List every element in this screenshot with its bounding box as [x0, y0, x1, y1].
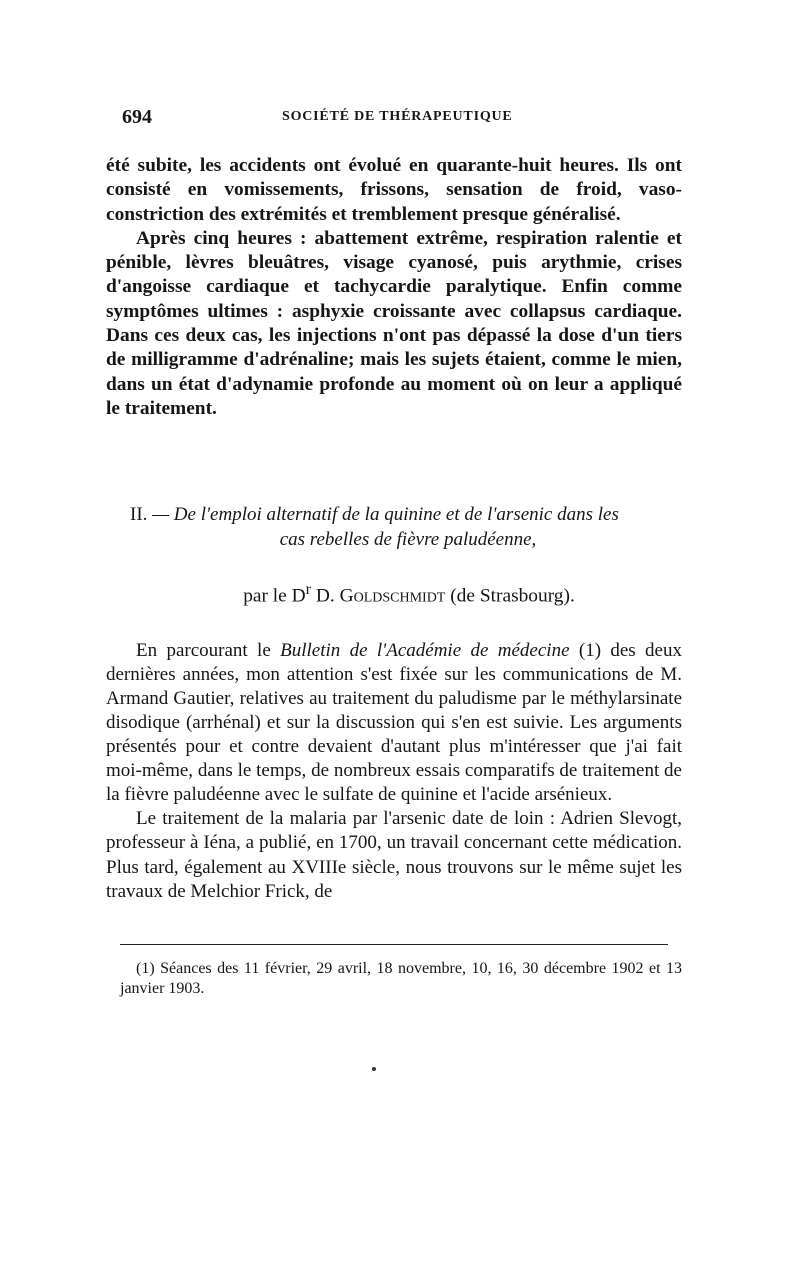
- paragraph-after-five-hours: Après cinq heures : abattement extrême, respiration ralentie et pénible, lèvres bleuâtres, visage cyanosé, puis arythmie, crises d'angoisse cardiaque et tachycardie paralytique. Enfin comme symptômes ultimes : asphyxie croissante avec collapsus cardiaque. Dans ces deux cas, les injections n'ont pas dépassé la dose d'un tiers de milligramme d'adrénaline; mais les sujets étaient, comme le mien, dans un état d'adynamie profonde au moment où on leur a appliqué le traitement.: [106, 227, 682, 419]
- paragraph-malaria-history: Le traitement de la malaria par l'arsenic date de loin : Adrien Slevogt, professeur à Iéna, a publié, en 1700, un travail concernant cette médication. Plus tard, également au XVIIIe siècle, nous trouvons sur le même sujet les travaux de Melchior Frick, de: [106, 808, 682, 902]
- paragraph-symptoms: été subite, les accidents ont évolué en quarante-huit heures. Ils ont consisté en vomissements, frissons, sensation de froid, vaso-constriction des extrémités et tremblement presque généralisé.: [106, 155, 682, 225]
- section-title: [106, 502, 682, 552]
- article-body: [106, 639, 682, 904]
- document-page: [106, 106, 682, 999]
- paragraph-bulletin: [106, 639, 682, 808]
- author-prefix: par le D: [243, 585, 306, 607]
- running-header: [106, 106, 682, 136]
- paragraph-bulletin-start: En parcourant le: [136, 639, 281, 661]
- ink-dot: [372, 1067, 376, 1071]
- bulletin-title: Bulletin de l'Académie de médecine: [280, 639, 570, 661]
- section-title-line2: cas rebelles de fièvre paludéenne,: [279, 529, 537, 551]
- author-suffix: (de Strasbourg).: [445, 585, 575, 607]
- author-title-sup: r: [305, 581, 312, 599]
- footnote: (1) Séances des 11 février, 29 avril, 18 novembre, 10, 16, 30 décembre 1902 et 13 janvier 1903.: [120, 959, 682, 997]
- footnote-rule: [120, 944, 668, 945]
- page-number: 694: [122, 106, 152, 128]
- paragraph-bulletin-rest: (1) des deux dernières années, mon attention s'est fixée sur les communications de M. Armand Gautier, relatives au traitement du paludisme par le méthylarsinate disodique (arrhénal) et sur la discussion qui s'en est suivie. Les arguments présentés pour et contre devaient d'autant plus m'intéresser que j'ai fait moi-même, dans le temps, de nombreux essais comparatifs de traitement de la fièvre paludéenne avec le sulfate de quinine et l'acide arsénieux.: [106, 639, 682, 806]
- section-numeral: II.: [130, 504, 148, 526]
- author-name: D. Goldschmidt: [311, 585, 446, 607]
- section-title-line1: — De l'emploi alternatif de la quinine et de l'arsenic dans les: [147, 504, 619, 526]
- running-title: SOCIÉTÉ DE THÉRAPEUTIQUE: [282, 109, 513, 124]
- author-line: [106, 578, 682, 608]
